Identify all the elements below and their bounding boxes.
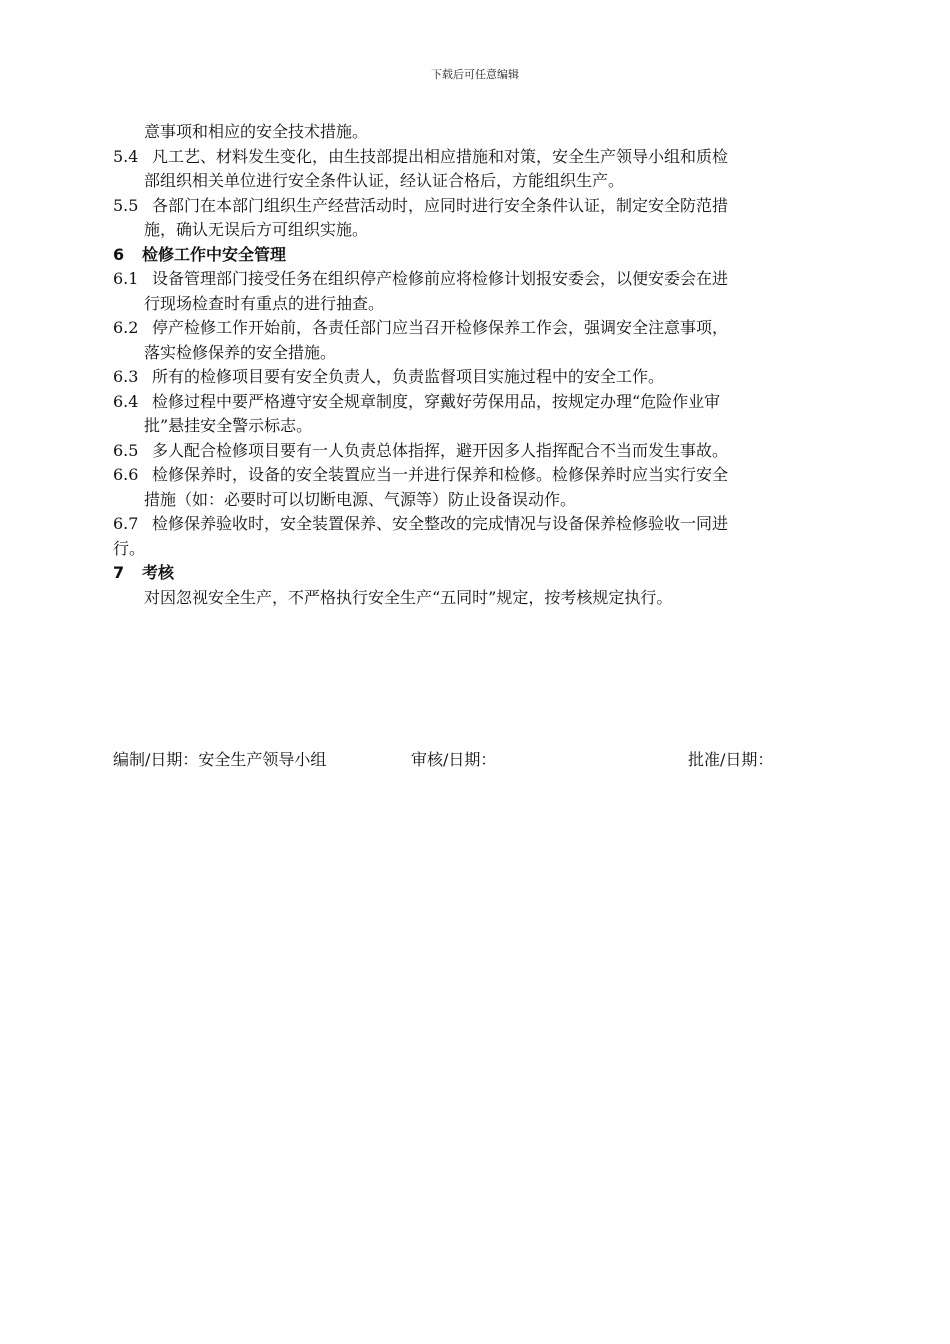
clause-number: 6.6 (113, 465, 139, 484)
clause-6-7-continued: 行。 (113, 538, 146, 558)
section-title: 检修工作中安全管理 (142, 244, 287, 264)
clause-6-3 (113, 365, 863, 390)
document-body (113, 120, 863, 610)
section-7-heading (113, 561, 863, 586)
clause-6-7 (113, 512, 863, 537)
clause-number: 6.3 (113, 367, 139, 386)
clause-6-6-continued: 措施（如：必要时可以切断电源、气源等）防止设备误动作。 (144, 489, 577, 509)
clause-6-1 (113, 267, 863, 292)
clause-6-4 (113, 390, 863, 415)
clause-text: 所有的检修项目要有安全负责人，负责监督项目实施过程中的安全工作。 (152, 367, 665, 386)
section-number: 7 (113, 563, 125, 582)
clause-number: 5.5 (113, 195, 139, 215)
clause-text: 检修保养时，设备的安全装置应当一并进行保养和检修。检修保养时应当实行安全 (152, 465, 729, 484)
clause-6-2 (113, 316, 863, 341)
approved-by-date: 批准/日期： (688, 750, 774, 769)
clause-6-2-continued: 落实检修保养的安全措施。 (144, 342, 337, 362)
section-7-paragraph: 对因忽视安全生产，不严格执行安全生产“五同时”规定，按考核规定执行。 (144, 587, 673, 607)
section-title: 考核 (142, 563, 175, 582)
clause-text: 检修过程中要严格遵守安全规章制度，穿戴好劳保用品，按规定办理“危险作业审 (152, 391, 721, 411)
reviewed-by-date: 审核/日期： (411, 750, 497, 769)
compiled-by-date: 编制/日期：安全生产领导小组 (113, 750, 327, 769)
clause-number: 6.7 (113, 514, 139, 533)
continuation-line: 意事项和相应的安全技术措施。 (144, 122, 369, 141)
clause-6-1-continued: 行现场检查时有重点的进行抽查。 (144, 293, 385, 313)
section-number: 6 (113, 244, 125, 264)
clause-text: 凡工艺、材料发生变化，由生技部提出相应措施和对策，安全生产领导小组和质检 (152, 146, 729, 166)
clause-text: 各部门在本部门组织生产经营活动时，应同时进行安全条件认证，制定安全防范措 (152, 195, 729, 215)
clause-6-4-continued: 批”悬挂安全警示标志。 (144, 416, 313, 435)
clause-number: 6.1 (113, 269, 139, 288)
clause-number: 6.5 (113, 440, 139, 460)
clause-number: 6.4 (113, 391, 139, 411)
clause-6-5 (113, 439, 863, 464)
clause-number: 6.2 (113, 318, 139, 337)
section-6-heading (113, 243, 863, 268)
clause-5-5 (113, 194, 863, 219)
clause-6-6 (113, 463, 863, 488)
clause-text: 停产检修工作开始前，各责任部门应当召开检修保养工作会，强调安全注意事项， (152, 318, 729, 337)
clause-5-5-continued: 施，确认无误后方可组织实施。 (144, 220, 369, 239)
page-header: 下载后可任意编辑 (431, 68, 519, 81)
clause-text: 检修保养验收时，安全装置保养、安全整改的完成情况与设备保养检修验收一同进 (152, 514, 729, 533)
clause-number: 5.4 (113, 146, 139, 166)
clause-text: 多人配合检修项目要有一人负责总体指挥，避开因多人指挥配合不当而发生事故。 (152, 440, 729, 460)
clause-text: 设备管理部门接受任务在组织停产检修前应将检修计划报安委会，以便安委会在进 (152, 269, 729, 288)
clause-5-4-continued: 部组织相关单位进行安全条件认证，经认证合格后，方能组织生产。 (144, 171, 625, 190)
clause-5-4 (113, 145, 863, 170)
signature-block (113, 748, 873, 772)
